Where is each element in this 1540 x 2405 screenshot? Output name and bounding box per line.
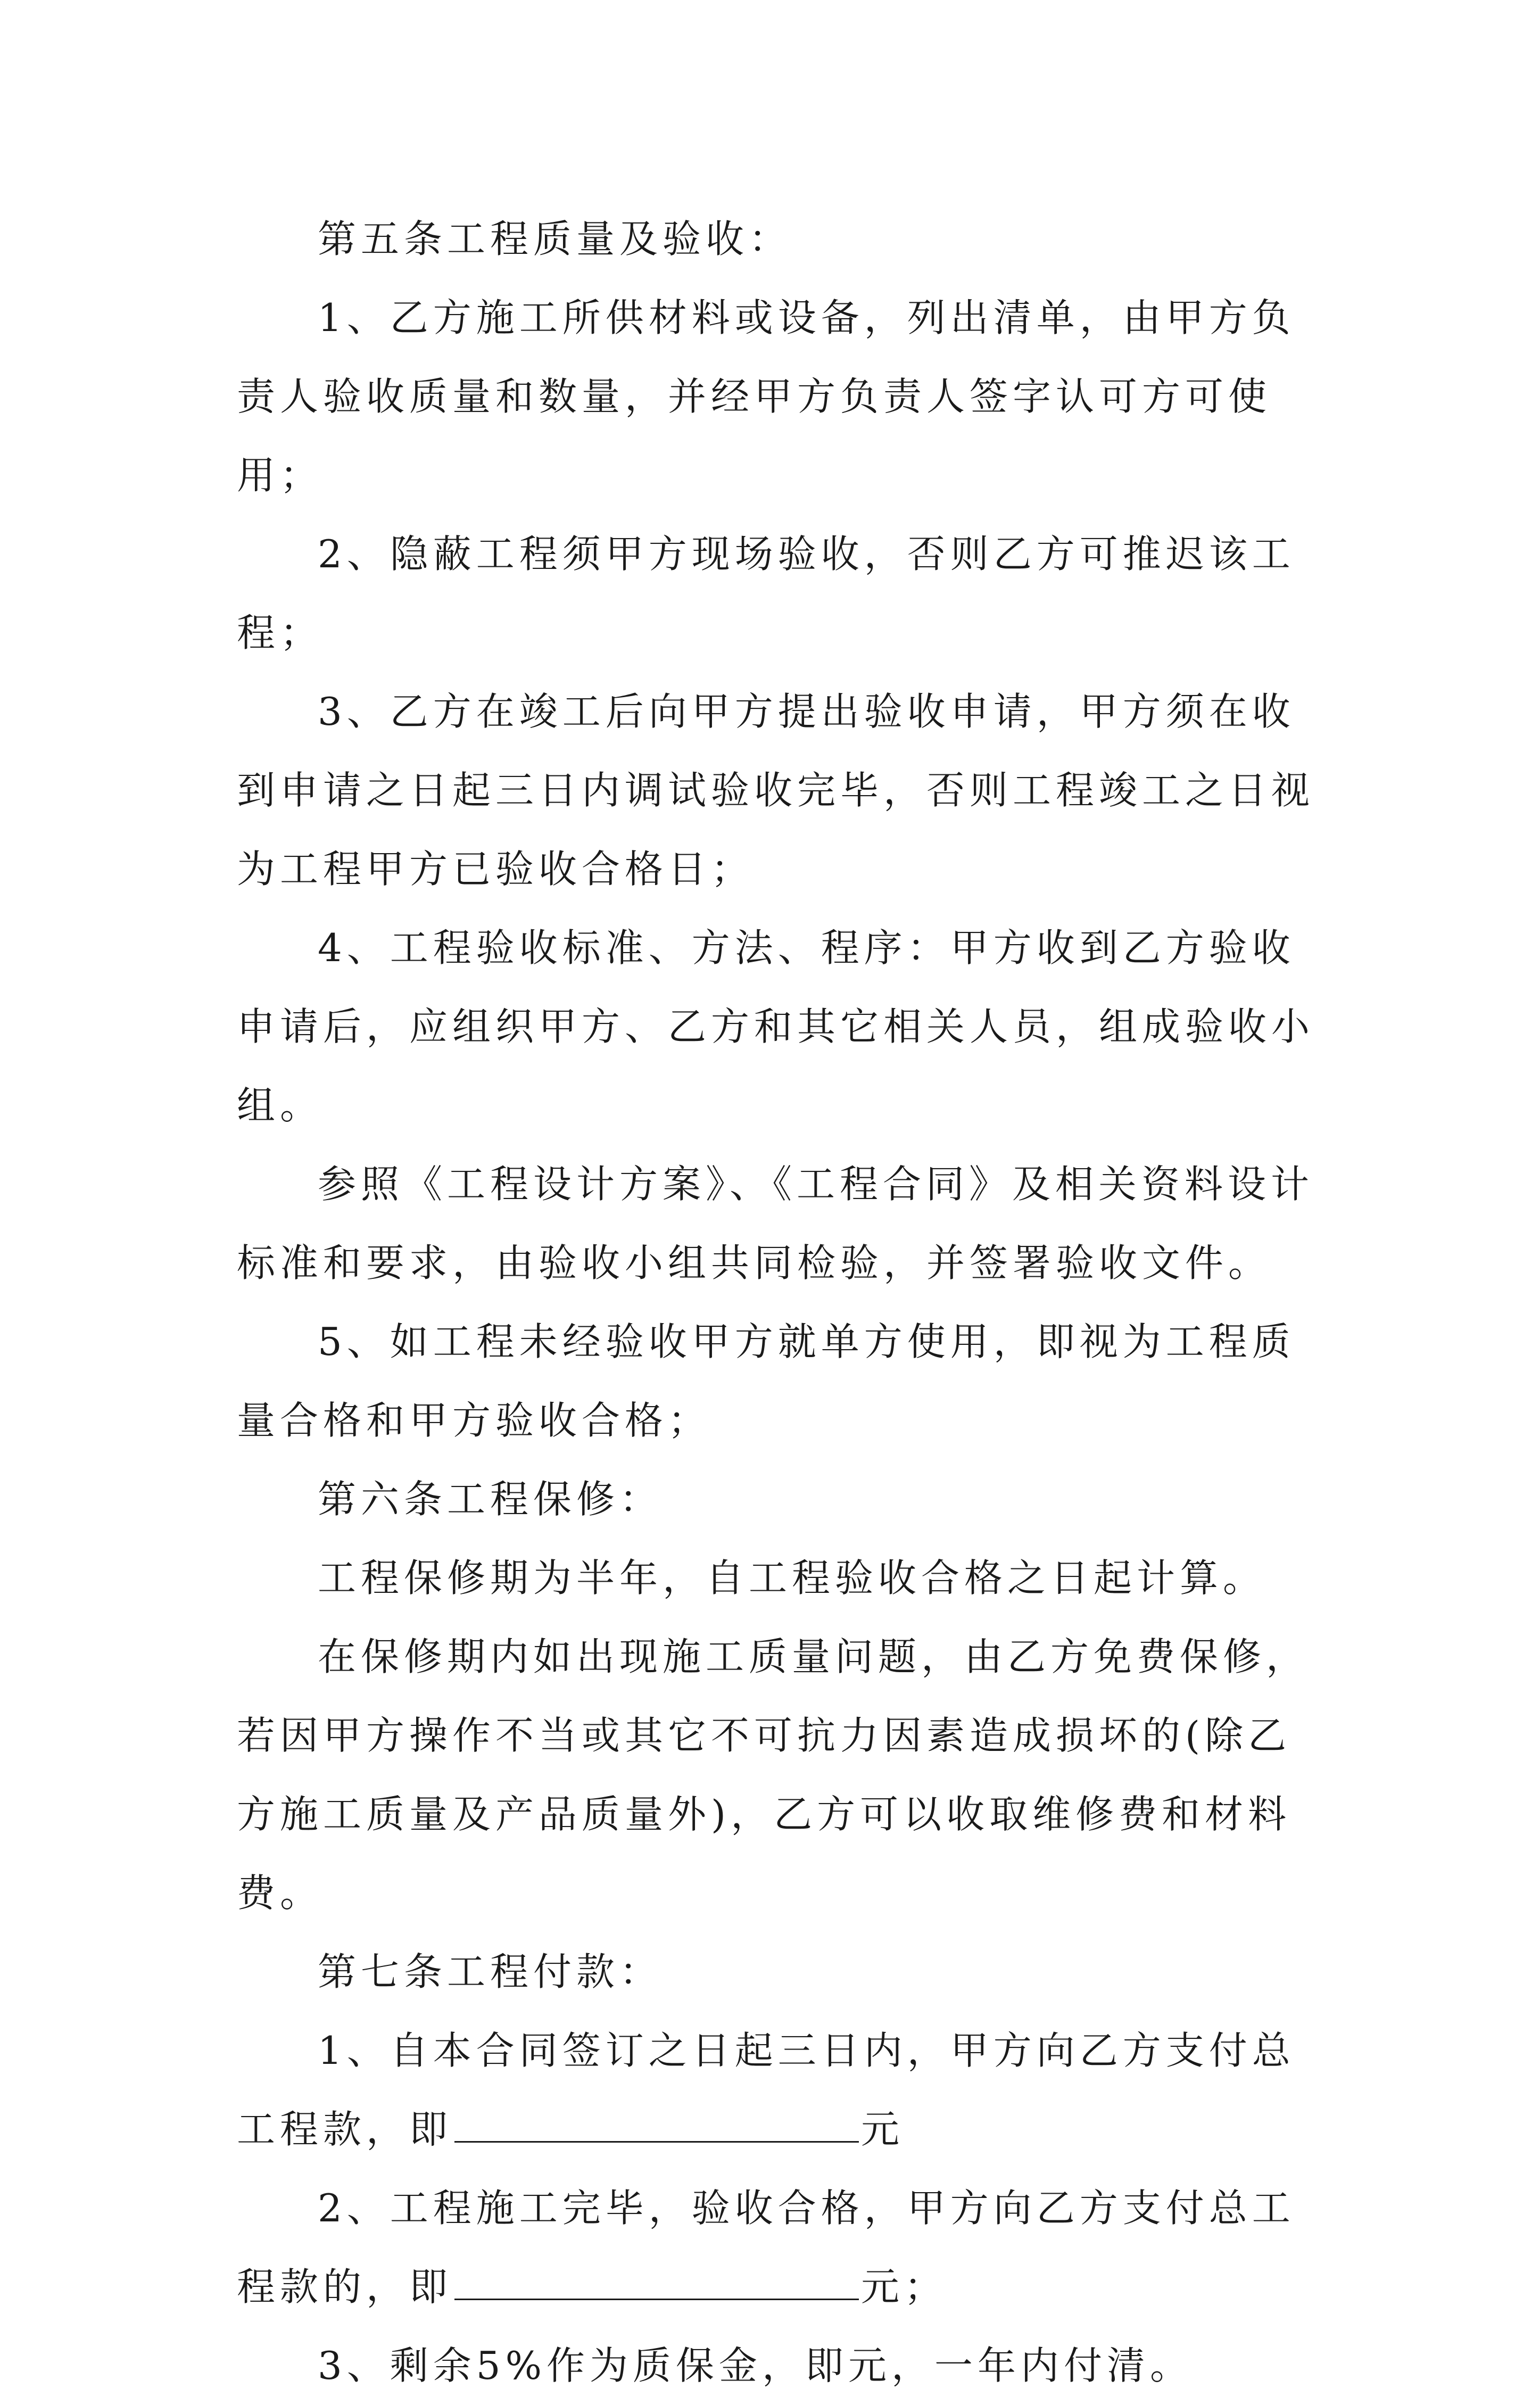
section-heading-warranty: 第六条工程保修： xyxy=(318,1477,663,1522)
document-body xyxy=(237,200,1317,2405)
paragraph-concealed-works: 2、隐蔽工程须甲方现场验收，否则乙方可推迟该工程； xyxy=(237,532,1295,655)
paragraph-acceptance-reference: 参照《工程设计方案》、《工程合同》及相关资料设计标准和要求，由验收小组共同检验，并签署验收文件。 xyxy=(237,1162,1314,1285)
paragraph-warranty-period: 工程保修期为半年，自工程验收合格之日起计算。 xyxy=(318,1556,1266,1600)
payment-2-blank-line[interactable] xyxy=(454,2264,859,2300)
payment-1-unit: 元 xyxy=(861,2107,905,2152)
section-heading-payment: 第七条工程付款： xyxy=(318,1949,663,1994)
paragraph-payment-2 xyxy=(237,2169,1317,2326)
paragraph-payment-1 xyxy=(237,2011,1317,2169)
payment-1-text: 1、自本合同签订之日起三日内，甲方向乙方支付总工程款，即 xyxy=(237,2028,1295,2152)
section-heading-quality: 第五条工程质量及验收： xyxy=(318,217,792,261)
paragraph-materials-inspection: 1、乙方施工所供材料或设备，列出清单，由甲方负责人验收质量和数量，并经甲方负责人签字认可方可使用； xyxy=(237,295,1295,498)
paragraph-payment-3: 3、剩余5%作为质保金，即元，一年内付清。 xyxy=(318,2343,1194,2388)
paragraph-unilateral-use: 5、如工程未经验收甲方就单方使用，即视为工程质量合格和甲方验收合格； xyxy=(237,1319,1295,1443)
paragraph-completion-acceptance: 3、乙方在竣工后向甲方提出验收申请，甲方须在收到申请之日起三日内调试验收完毕，否则工程竣工之日视为工程甲方已验收合格日； xyxy=(237,689,1315,891)
paragraph-acceptance-standards: 4、工程验收标准、方法、程序：甲方收到乙方验收申请后，应组织甲方、乙方和其它相关人员，组成验收小组。 xyxy=(237,925,1315,1128)
payment-2-text: 2、工程施工完毕，验收合格，甲方向乙方支付总工程款的，即 xyxy=(237,2186,1295,2309)
paragraph-warranty-repairs: 在保修期内如出现施工质量问题，由乙方免费保修，若因甲方操作不当或其它不可抗力因素造成损坏的(除乙方施工质量及产品质量外)，乙方可以收取维修费和材料费。 xyxy=(237,1634,1310,1915)
payment-1-blank-line[interactable] xyxy=(454,2107,859,2143)
payment-2-unit: 元； xyxy=(861,2264,948,2309)
